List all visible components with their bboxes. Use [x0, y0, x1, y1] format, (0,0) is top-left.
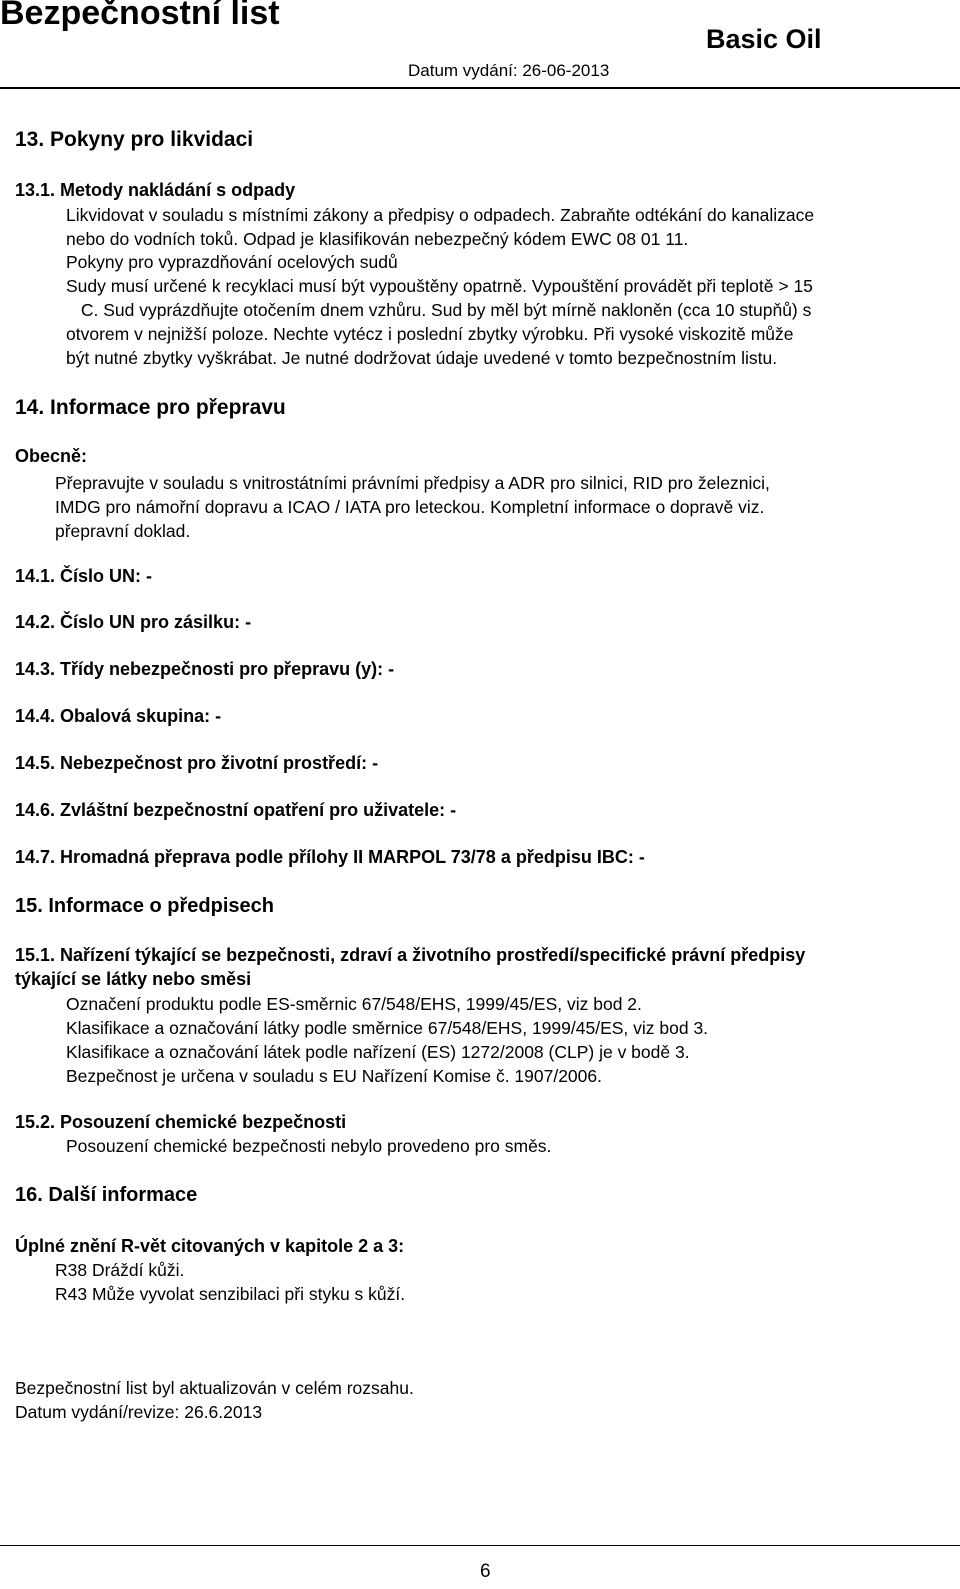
r-phrase: R38 Dráždí kůži.: [55, 1260, 185, 1280]
text-line: C. Sud vyprázdňujte otočením dnem vzhůru. Sud by měl být mírně nakloněn (cca 10 stupňů) s: [76, 300, 812, 320]
text-line: Pokyny pro vyprazdňování ocelových sudů: [66, 252, 398, 272]
issue-date: Datum vydání: 26-06-2013: [408, 61, 610, 80]
text-line: Klasifikace a označování látky podle směrnice 67/548/EHS, 1999/45/ES, viz bod 3.: [66, 1018, 709, 1038]
transport-item: 14.5. Nebezpečnost pro životní prostředí: -: [15, 753, 379, 773]
text-line: být nutné zbytky vyškrábat. Je nutné dodržovat údaje uvedené v tomto bezpečnostním listu.: [66, 348, 778, 368]
text-line: otvorem v nejnižší poloze. Nechte vytécz i poslední zbytky výrobku. Při vysoké viskozitě může: [66, 324, 794, 344]
r-phrase: R43 Může vyvolat senzibilaci při styku s kůží.: [55, 1284, 406, 1304]
text-line: Sudy musí určené k recyklaci musí být vypouštěny opatrně. Vypouštění provádět při teplotě > 15: [66, 276, 813, 296]
header-divider: [0, 87, 960, 89]
section-15-2-heading: 15.2. Posouzení chemické bezpečnosti: [15, 1112, 347, 1132]
text-line: IMDG pro námořní dopravu a ICAO / IATA pro leteckou. Kompletní informace o dopravě viz.: [55, 497, 765, 517]
text-line: Bezpečnost je určena v souladu s EU Nařízení Komise č. 1907/2006.: [66, 1066, 602, 1086]
closing-text: Datum vydání/revize: 26.6.2013: [15, 1402, 263, 1422]
section-16-heading: 16. Další informace: [15, 1184, 198, 1206]
text-line: Přepravujte v souladu s vnitrostátními právními předpisy a ADR pro silnici, RID pro železnici,: [55, 473, 770, 493]
section-15-1-heading: 15.1. Nařízení týkající se bezpečnosti, zdraví a životního prostředí/specifické právní předpisy: [15, 945, 806, 965]
page-number: 6: [480, 1561, 491, 1582]
transport-item: 14.4. Obalová skupina: -: [15, 706, 222, 726]
document-title: Bezpečnostní list: [0, 0, 280, 32]
section-13-heading: 13. Pokyny pro likvidaci: [15, 128, 254, 151]
section-15-1-heading-cont: týkající se látky nebo směsi: [15, 969, 252, 989]
text-line: přepravní doklad.: [55, 521, 191, 541]
transport-item: 14.2. Číslo UN pro zásilku: -: [15, 612, 252, 632]
transport-item: 14.1. Číslo UN: -: [15, 566, 153, 586]
r-phrases-heading: Úplné znění R-vět citovaných v kapitole 2 a 3:: [15, 1236, 405, 1256]
general-label: Obecně:: [15, 446, 88, 466]
section-14-heading: 14. Informace pro přepravu: [15, 396, 286, 419]
section-15-heading: 15. Informace o předpisech: [15, 895, 274, 917]
text-line: Posouzení chemické bezpečnosti nebylo provedeno pro směs.: [66, 1136, 552, 1156]
footer-divider: [0, 1545, 960, 1546]
transport-item: 14.6. Zvláštní bezpečnostní opatření pro uživatele: -: [15, 800, 457, 820]
text-line: Klasifikace a označování látek podle nařízení (ES) 1272/2008 (CLP) je v bodě 3.: [66, 1042, 690, 1062]
text-line: nebo do vodních toků. Odpad je klasifikován nebezpečný kódem EWC 08 01 11.: [66, 229, 689, 249]
transport-item: 14.7. Hromadná přeprava podle přílohy II MARPOL 73/78 a předpisu IBC: -: [15, 847, 645, 867]
product-name: Basic Oil: [706, 24, 822, 54]
section-13-1-heading: 13.1. Metody nakládání s odpady: [15, 180, 296, 200]
text-line: Označení produktu podle ES-směrnic 67/548/EHS, 1999/45/ES, viz bod 2.: [66, 994, 642, 1014]
transport-item: 14.3. Třídy nebezpečnosti pro přepravu (y): -: [15, 659, 395, 679]
text-line: Likvidovat v souladu s místními zákony a předpisy o odpadech. Zabraňte odtékání do kanalizace: [66, 205, 815, 225]
closing-text: Bezpečnostní list byl aktualizován v celém rozsahu.: [15, 1378, 414, 1398]
